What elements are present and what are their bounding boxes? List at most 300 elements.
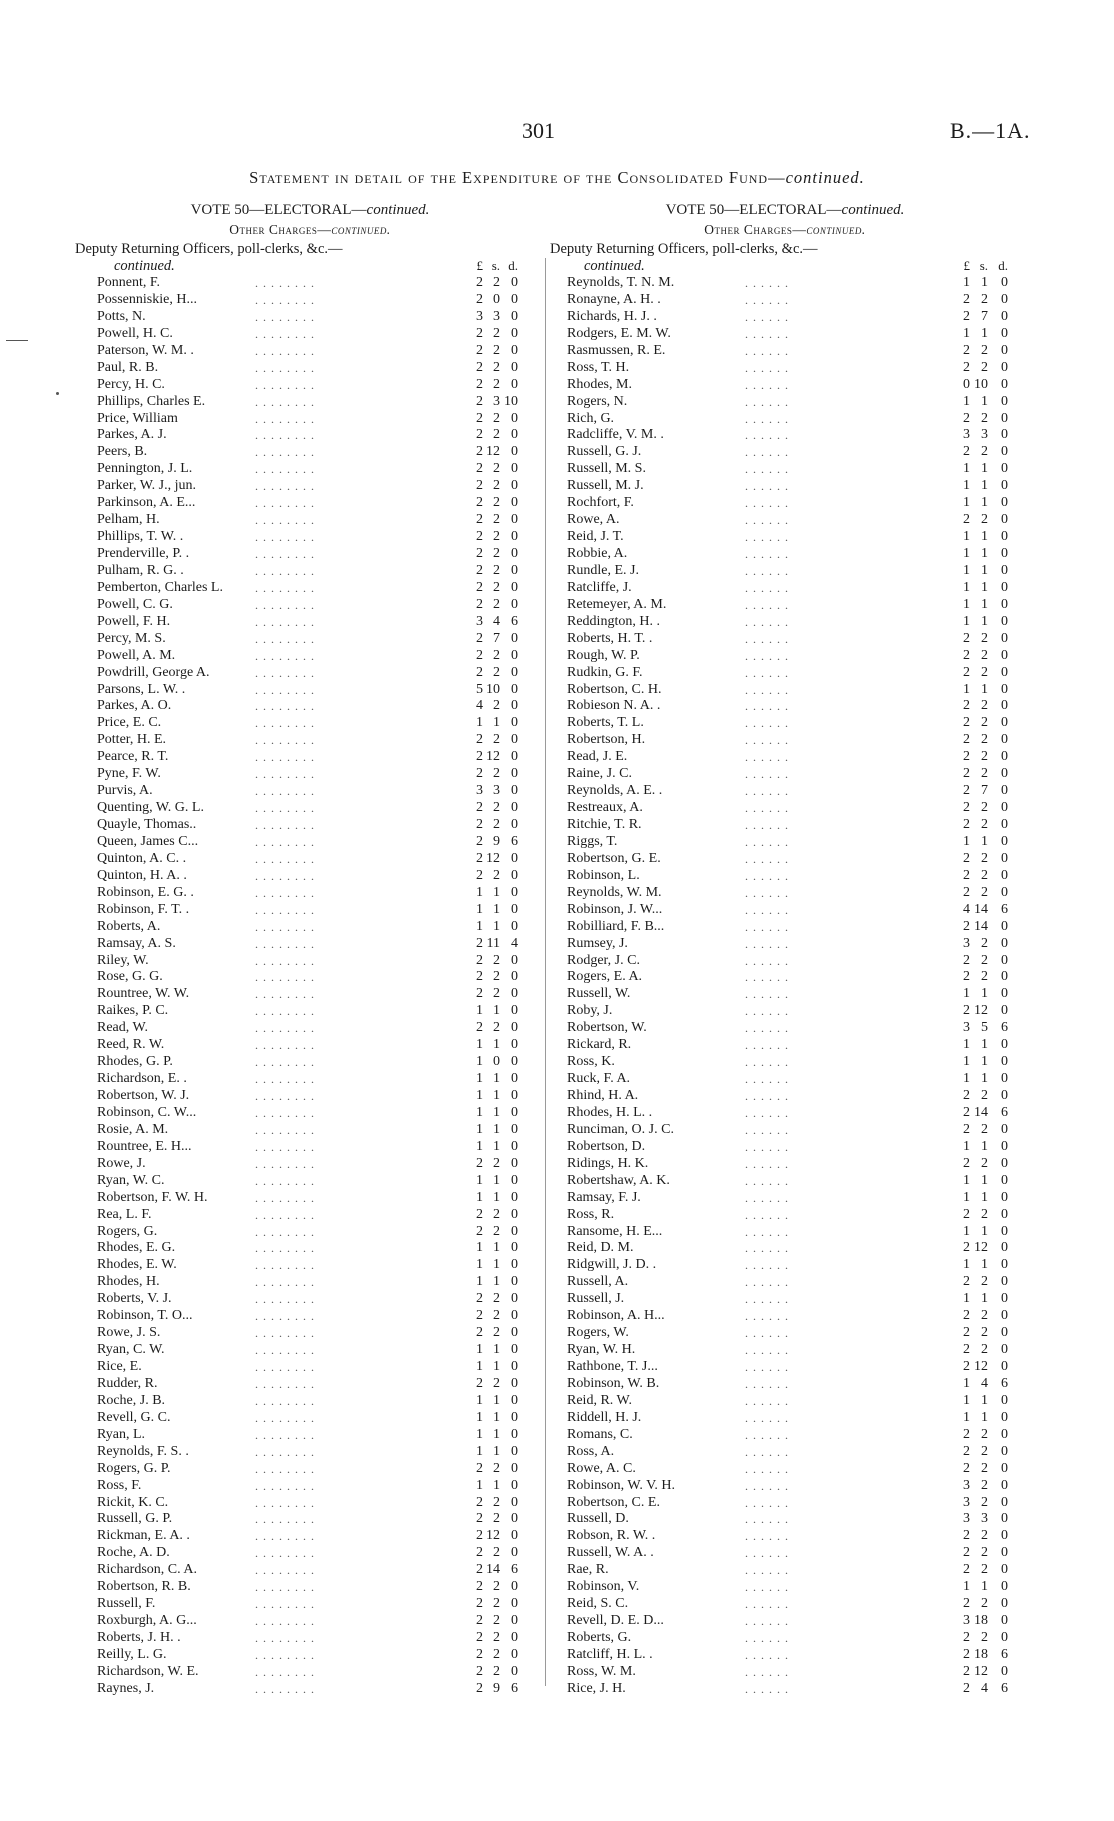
pence-value: 0	[511, 1020, 518, 1036]
table-row	[550, 631, 1020, 648]
shillings-value: 3	[981, 1511, 988, 1527]
table-row	[80, 1495, 540, 1512]
pounds-value: 1	[476, 715, 483, 731]
shillings-value: 1	[981, 1257, 988, 1273]
leader-dots: . . . . . . . .	[255, 1139, 315, 1154]
pence-value: 0	[511, 749, 518, 765]
leader-dots: . . . . . . . .	[255, 1156, 315, 1171]
shillings-value: 1	[981, 579, 988, 595]
shillings-value: 1	[981, 1054, 988, 1070]
leader-dots: . . . . . .	[745, 547, 789, 561]
pence-value: 0	[511, 308, 518, 324]
pounds-value: 1	[963, 495, 970, 511]
left-entries	[80, 275, 540, 1698]
entry-name: Parkes, A. O.	[97, 698, 172, 714]
shillings-value: 2	[493, 1494, 500, 1510]
table-row	[80, 411, 540, 428]
table-row	[80, 478, 540, 495]
leader-dots: . . . . . .	[745, 1224, 789, 1239]
pounds-value: 2	[963, 647, 970, 663]
table-row	[80, 986, 540, 1003]
leader-dots: . . . . . .	[745, 1495, 789, 1510]
shillings-value: 2	[493, 579, 500, 595]
leader-dots: . . . . . .	[745, 919, 789, 934]
table-row	[550, 1376, 1020, 1393]
table-row	[550, 1511, 1020, 1528]
entry-name: Robertson, W. J.	[97, 1088, 190, 1103]
leader-dots: . . . . . . . .	[255, 1224, 315, 1239]
entry-name: Ryan, W. H.	[567, 1342, 636, 1358]
leader-dots: . . . . . .	[745, 733, 789, 748]
entry-name: Roberts, T. L.	[567, 715, 644, 731]
entry-name: Rowe, A. C.	[567, 1460, 636, 1476]
pounds-value: 2	[476, 410, 483, 426]
shillings-value: 2	[981, 1596, 988, 1612]
entry-name: Prenderville, P. .	[97, 546, 190, 561]
pounds-value: 2	[476, 1545, 483, 1561]
table-row	[80, 1647, 540, 1664]
table-row	[80, 1037, 540, 1054]
shillings-value: 2	[493, 1375, 500, 1391]
leader-dots: . . . . . .	[745, 1360, 789, 1374]
table-row	[80, 309, 540, 326]
pence-value: 0	[1001, 681, 1008, 697]
leader-dots: . . . . . . . .	[255, 1461, 315, 1476]
pence-value: 0	[1001, 698, 1008, 714]
table-row	[550, 868, 1020, 885]
pence-value: 0	[511, 1596, 518, 1612]
pence-value: 0	[1001, 732, 1008, 748]
leader-dots: . . . . . .	[745, 479, 789, 494]
statement-continued: continued.	[785, 168, 865, 187]
column-divider	[545, 258, 546, 1686]
table-row	[550, 885, 1020, 902]
entry-name: Parker, W. J., jun.	[97, 478, 196, 494]
shillings-value: 1	[981, 1189, 988, 1205]
table-row	[550, 444, 1020, 461]
pounds-value: 2	[963, 1630, 970, 1645]
shillings-value: 2	[981, 410, 988, 426]
leader-dots: . . . . . . . .	[255, 1495, 315, 1510]
pounds-value: 2	[476, 376, 483, 392]
pounds-value: 1	[963, 1071, 970, 1087]
entry-name: Rhodes, H.	[97, 1274, 160, 1290]
pence-value: 0	[1001, 461, 1008, 477]
pence-value: 0	[1001, 1257, 1008, 1273]
table-row	[550, 1308, 1020, 1325]
entry-name: Russell, W. A. .	[567, 1545, 654, 1561]
table-row	[80, 851, 540, 868]
entry-name: Ross, T. H.	[567, 359, 630, 375]
entry-name: Parkinson, A. E...	[97, 495, 196, 511]
leader-dots: . . . . . . . .	[255, 360, 315, 375]
leader-dots: . . . . . . . .	[255, 851, 315, 866]
pounds-value: 2	[963, 1240, 970, 1256]
shillings-value: 2	[493, 1325, 500, 1341]
table-row	[550, 1545, 1020, 1562]
table-row	[550, 512, 1020, 529]
table-row	[80, 563, 540, 580]
pounds-value: 2	[963, 1342, 970, 1358]
leader-dots: . . . . . .	[745, 1072, 789, 1087]
entry-name: Russell, A.	[567, 1274, 629, 1290]
entry-name: Pelham, H.	[97, 512, 160, 528]
table-row	[550, 529, 1020, 546]
pounds-value: 2	[476, 562, 483, 578]
shillings-value: 14	[486, 1562, 500, 1578]
leader-dots: . . . . . .	[745, 834, 789, 849]
shillings-value: 1	[981, 478, 988, 494]
pounds-value: 2	[963, 1155, 970, 1171]
pounds-value: 2	[476, 393, 483, 409]
shillings-value: 2	[981, 1121, 988, 1137]
pence-value: 0	[1001, 596, 1008, 612]
entry-name: Raikes, P. C.	[97, 1003, 169, 1019]
entry-name: Roche, A. D.	[97, 1545, 170, 1561]
shillings-value: 1	[493, 1104, 500, 1120]
pence-value: 0	[1001, 1223, 1008, 1239]
leader-dots: . . . . . . . .	[255, 784, 315, 799]
table-row	[550, 936, 1020, 953]
entry-name: Rae, R.	[567, 1562, 609, 1578]
table-row	[80, 1054, 540, 1071]
shillings-value: 1	[981, 461, 988, 477]
pounds-value: 1	[963, 1054, 970, 1070]
table-row	[550, 969, 1020, 986]
table-row	[80, 834, 540, 851]
pence-value: 0	[1001, 1037, 1008, 1053]
table-row	[550, 953, 1020, 970]
pounds-value: 2	[963, 1646, 970, 1662]
pence-value: 0	[511, 1155, 518, 1171]
shillings-value: 1	[493, 1138, 500, 1154]
pence-value: 0	[1001, 647, 1008, 663]
table-row	[550, 834, 1020, 851]
entry-name: Rogers, G. P.	[97, 1460, 171, 1476]
leader-dots: . . . . . .	[745, 868, 789, 883]
pence-value: 0	[511, 698, 518, 714]
entry-name: Rasmussen, R. E.	[567, 342, 666, 358]
shillings-value: 2	[493, 1155, 500, 1171]
pounds-value: 2	[476, 766, 483, 782]
pence-value: 0	[1001, 1477, 1008, 1493]
shillings-header: s.	[491, 258, 500, 273]
pounds-value: 1	[963, 1138, 970, 1154]
table-row	[550, 1240, 1020, 1257]
pounds-value: 3	[963, 1477, 970, 1493]
table-row	[550, 1139, 1020, 1156]
pence-value: 0	[511, 1223, 518, 1239]
leader-dots: . . . . . . . .	[255, 411, 315, 426]
entry-name: Russell, D.	[567, 1511, 629, 1527]
table-row	[80, 1681, 540, 1698]
pounds-value: 2	[476, 325, 483, 341]
leader-dots: . . . . . . . .	[255, 1512, 315, 1527]
leader-dots: . . . . . . . .	[255, 1597, 315, 1612]
deputy-heading: Deputy Returning Officers, poll-clerks, &c.—	[550, 241, 818, 257]
leader-dots: . . . . . .	[745, 801, 789, 816]
entry-name: Raine, J. C.	[567, 766, 632, 782]
entry-name: Ross, F.	[97, 1477, 142, 1493]
leader-dots: . . . . . .	[745, 496, 789, 511]
shillings-value: 2	[493, 529, 500, 545]
shillings-value: 2	[981, 867, 988, 883]
other-charges-title: Other Charges—	[229, 222, 332, 237]
shillings-value: 2	[493, 325, 500, 341]
pounds-value: 2	[476, 291, 483, 307]
entry-name: Rowe, A.	[567, 512, 620, 528]
pounds-value: 2	[476, 1155, 483, 1171]
leader-dots: . . . . . . . .	[255, 1580, 315, 1595]
pence-value: 0	[1001, 749, 1008, 765]
entry-name: Powell, H. C.	[97, 325, 173, 341]
entry-name: Radcliffe, V. M. .	[567, 427, 664, 443]
shillings-value: 1	[493, 1240, 500, 1256]
entry-name: Riley, W.	[97, 952, 149, 968]
leader-dots: . . . . . . . .	[255, 1072, 315, 1087]
pence-value: 0	[511, 1138, 518, 1154]
entry-name: Reid, S. C.	[567, 1596, 629, 1612]
pence-value: 0	[511, 766, 518, 782]
pounds-value: 2	[963, 1308, 970, 1324]
entry-name: Rosie, A. M.	[97, 1121, 169, 1137]
table-row	[550, 1461, 1020, 1478]
shillings-value: 1	[981, 1138, 988, 1154]
table-row	[550, 1291, 1020, 1308]
leader-dots: . . . . . .	[745, 750, 789, 765]
pence-value: 0	[511, 952, 518, 968]
right-entries	[550, 275, 1020, 1698]
shillings-value: 12	[974, 1663, 988, 1679]
entry-name: Powell, F. H.	[97, 613, 171, 629]
pence-value: 0	[1001, 1088, 1008, 1103]
pence-header: d.	[998, 258, 1008, 273]
shillings-value: 1	[981, 1223, 988, 1239]
leader-dots: . . . . . . . .	[255, 1004, 315, 1019]
table-row	[550, 1359, 1020, 1376]
table-row	[80, 529, 540, 546]
pence-value: 0	[1001, 1630, 1008, 1645]
pence-value: 0	[1001, 952, 1008, 968]
shillings-value: 1	[981, 1579, 988, 1595]
pounds-value: 2	[963, 766, 970, 782]
entry-name: Rea, L. F.	[97, 1206, 152, 1222]
shillings-value: 2	[981, 1308, 988, 1324]
entry-name: Quinton, H. A. .	[97, 867, 187, 883]
entry-name: Parkes, A. J.	[97, 427, 167, 443]
vote-continued: continued.	[366, 202, 430, 218]
pounds-value: 1	[963, 461, 970, 477]
pounds-value: 2	[963, 1596, 970, 1612]
pence-value: 0	[511, 444, 518, 460]
leader-dots: . . . . . . . .	[255, 1055, 315, 1070]
shillings-value: 2	[493, 766, 500, 782]
shillings-value: 2	[981, 1443, 988, 1459]
pounds-value: 2	[476, 529, 483, 545]
leader-dots: . . . . . .	[745, 1427, 789, 1442]
table-row	[550, 986, 1020, 1003]
leader-dots: . . . . . .	[745, 902, 789, 917]
shillings-value: 2	[493, 376, 500, 392]
entry-name: Rickman, E. A. .	[97, 1528, 190, 1544]
shillings-value: 2	[981, 1460, 988, 1476]
pounds-value: 2	[476, 850, 483, 866]
pounds-value: 1	[963, 613, 970, 629]
entry-name: Reid, R. W.	[567, 1392, 632, 1408]
table-row	[550, 309, 1020, 326]
shillings-value: 7	[981, 308, 988, 324]
shillings-value: 12	[486, 749, 500, 765]
shillings-value: 2	[981, 512, 988, 528]
table-row	[80, 749, 540, 766]
leader-dots: . . . . . .	[745, 1326, 789, 1341]
leader-dots: . . . . . . . .	[255, 1376, 315, 1391]
leader-dots: . . . . . .	[745, 1038, 789, 1053]
entry-name: Russell, J.	[567, 1291, 625, 1307]
entry-name: Purvis, A.	[97, 783, 153, 799]
table-row	[550, 1003, 1020, 1020]
pence-value: 0	[1001, 1003, 1008, 1019]
table-row	[80, 1173, 540, 1190]
entry-name: Robinson, T. O...	[97, 1308, 193, 1324]
table-row	[550, 682, 1020, 699]
pence-value: 0	[511, 664, 518, 680]
shillings-value: 2	[981, 935, 988, 951]
pence-value: 0	[511, 1477, 518, 1493]
pence-value: 0	[511, 1088, 518, 1103]
pounds-value: 2	[476, 1494, 483, 1510]
table-row	[550, 1325, 1020, 1342]
table-row	[550, 1054, 1020, 1071]
table-row	[80, 614, 540, 631]
shillings-value: 2	[493, 1308, 500, 1324]
table-row	[80, 461, 540, 478]
entry-name: Paul, R. B.	[97, 359, 159, 375]
leader-dots: . . . . . . . .	[255, 1681, 315, 1696]
leader-dots: . . . . . .	[745, 1512, 789, 1527]
leader-dots: . . . . . . . .	[255, 326, 315, 341]
table-row	[80, 1190, 540, 1207]
table-row	[550, 1088, 1020, 1105]
entry-name: Roberts, J. H. .	[97, 1630, 181, 1645]
entry-name: Reynolds, F. S. .	[97, 1443, 189, 1459]
pence-value: 0	[1001, 1392, 1008, 1408]
leader-dots: . . . . . . . .	[255, 1664, 315, 1679]
table-row	[550, 580, 1020, 597]
shillings-value: 1	[493, 1121, 500, 1137]
shillings-value: 1	[981, 529, 988, 545]
pence-value: 0	[511, 800, 518, 816]
entry-name: Ross, W. M.	[567, 1663, 636, 1679]
leader-dots: . . . . . .	[745, 1190, 789, 1205]
entry-name: Richardson, E. .	[97, 1071, 187, 1087]
table-row	[80, 1020, 540, 1037]
pounds-value: 2	[963, 850, 970, 866]
shillings-value: 2	[493, 1613, 500, 1629]
pence-value: 0	[511, 901, 518, 917]
shillings-value: 2	[981, 1325, 988, 1341]
pounds-value: 2	[476, 1325, 483, 1341]
pence-value: 0	[1001, 410, 1008, 426]
pounds-value: 1	[476, 1189, 483, 1205]
table-row	[80, 1257, 540, 1274]
pence-value: 0	[511, 986, 518, 1002]
pounds-value: 2	[476, 444, 483, 460]
pence-value: 0	[511, 1054, 518, 1070]
entry-name: Runciman, O. J. C.	[567, 1121, 674, 1137]
entry-name: Robertson, H.	[567, 732, 646, 748]
pence-value: 0	[511, 1342, 518, 1358]
shillings-value: 7	[493, 630, 500, 646]
entry-name: Ratcliffe, J.	[567, 579, 632, 595]
leader-dots: . . . . . . . .	[255, 885, 315, 900]
table-row	[550, 817, 1020, 834]
pounds-value: 2	[476, 1646, 483, 1662]
pence-value: 10	[504, 393, 518, 409]
pounds-value: 2	[963, 800, 970, 816]
table-row	[80, 377, 540, 394]
pence-value: 0	[1001, 1274, 1008, 1290]
shillings-value: 4	[981, 1680, 988, 1696]
entry-name: Ross, A.	[567, 1443, 615, 1459]
shillings-value: 2	[493, 512, 500, 528]
pence-value: 0	[511, 1172, 518, 1188]
shillings-value: 2	[981, 1477, 988, 1493]
entry-name: Ronayne, A. H. .	[567, 291, 661, 307]
table-row	[550, 546, 1020, 563]
entry-name: Rogers, E. A.	[567, 969, 643, 985]
pounds-value: 2	[476, 478, 483, 494]
pounds-value: 2	[963, 1325, 970, 1341]
leader-dots: . . . . . .	[745, 716, 789, 731]
pounds-value: 2	[963, 1460, 970, 1476]
pence-value: 0	[1001, 546, 1008, 561]
table-row	[80, 1003, 540, 1020]
entry-name: Paterson, W. M. .	[97, 342, 194, 358]
pounds-value: 2	[476, 596, 483, 612]
pounds-value: 2	[963, 359, 970, 375]
pounds-value: 2	[476, 1680, 483, 1696]
pounds-value: 2	[963, 884, 970, 900]
entry-name: Reynolds, T. N. M.	[567, 275, 675, 290]
pounds-value: 2	[476, 833, 483, 849]
entry-name: Queen, James C...	[97, 833, 199, 849]
pence-value: 6	[1001, 1020, 1008, 1036]
entry-name: Richardson, C. A.	[97, 1562, 197, 1578]
leader-dots: . . . . . .	[745, 1580, 789, 1595]
pounds-value: 1	[963, 1409, 970, 1425]
entry-name: Robieson N. A. .	[567, 698, 661, 714]
shillings-value: 2	[493, 427, 500, 443]
pence-value: 0	[1001, 1308, 1008, 1324]
pence-value: 0	[1001, 1206, 1008, 1222]
pence-value: 0	[511, 376, 518, 392]
table-row	[550, 698, 1020, 715]
leader-dots: . . . . . . . .	[255, 394, 315, 409]
pence-value: 0	[1001, 1460, 1008, 1476]
shillings-value: 4	[981, 1375, 988, 1391]
pounds-value: 1	[963, 275, 970, 290]
pence-value: 0	[511, 1375, 518, 1391]
pounds-value: 1	[476, 1088, 483, 1103]
pounds-value: 1	[963, 1037, 970, 1053]
pence-value: 0	[1001, 579, 1008, 595]
entry-name: Robertson, R. B.	[97, 1579, 191, 1595]
entry-name: Reynolds, A. E. .	[567, 783, 663, 799]
shillings-value: 3	[493, 308, 500, 324]
leader-dots: . . . . . .	[745, 360, 789, 375]
entry-name: Rodger, J. C.	[567, 952, 640, 968]
